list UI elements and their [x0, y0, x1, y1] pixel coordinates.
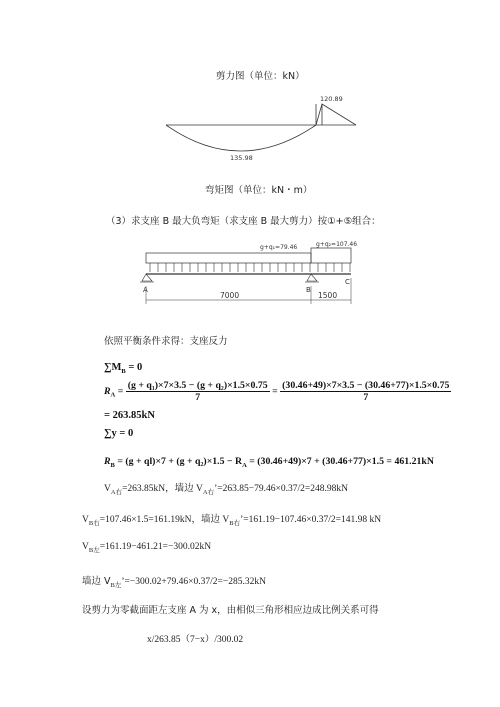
- va-right-line: [104, 480, 348, 496]
- rb-tail: = (30.46+49)×7 + (30.46+77)×1.5 = 461.21kN: [246, 456, 434, 467]
- rb-symbol: R: [104, 456, 111, 467]
- va-subscript-2: A右: [202, 488, 215, 496]
- reaction-a-equation: [104, 380, 451, 403]
- vb-left-symbol: V: [82, 542, 89, 552]
- sum-moment-b-equation: [104, 362, 142, 375]
- va-text-2: ’=263.85−79.46×0.37/2=248.98kN: [214, 484, 348, 494]
- sum-mb-symbol: ∑M: [104, 362, 122, 373]
- rb-rhs-subscript: A: [242, 461, 247, 469]
- ra-result: = 263.85kN: [104, 410, 155, 421]
- support-b-triangle: [307, 274, 317, 281]
- vb-left-line: [82, 542, 211, 554]
- wall-vb-left-subscript: B左: [110, 581, 122, 589]
- shear-peak-label: 120.89: [320, 95, 343, 103]
- vb-right-subscript-2: B右: [229, 519, 241, 527]
- rb-subscript: B: [110, 461, 115, 469]
- va-text: =263.85kN，墙边 V: [122, 484, 203, 494]
- ratio-expression: x/263.85（7−x）/300.02: [147, 635, 244, 645]
- va-symbol: V: [104, 484, 111, 494]
- moment-diagram-title: 弯矩图（单位：kN・m）: [205, 185, 313, 196]
- ra-fraction-symbolic: [126, 380, 270, 403]
- vb-right-line: [82, 511, 381, 527]
- vb-right-text-2: ’=161.19−107.46×0.37/2=141.98 kN: [240, 515, 382, 525]
- va-subscript: A右: [110, 488, 123, 496]
- ra-equals-1: =: [115, 385, 126, 397]
- rb-rhs: = (g + ql)×7 + (g + q₂)×1.5 − R: [114, 456, 243, 467]
- ra-equals-2: =: [272, 385, 281, 397]
- ra-symbol: R: [104, 385, 111, 397]
- load-arrows: [150, 263, 350, 272]
- wall-vb-left-prefix: 墙边 V: [82, 576, 111, 587]
- load-left-label: g+q₁=79.46: [260, 244, 298, 251]
- shear-min-label: 135.98: [230, 154, 253, 162]
- shear-diagram-title: 剪力图（单位：kN）: [216, 71, 305, 82]
- vb-right-text: =107.46×1.5=161.19kN，墙边 V: [99, 515, 230, 525]
- sum-mb-rhs: = 0: [125, 362, 143, 373]
- ra-denominator-numeric: 7: [363, 392, 369, 403]
- support-a-triangle: [142, 274, 152, 281]
- support-b-label: B: [306, 286, 311, 294]
- zero-shear-paragraph: 设剪力为零截面距左支座 A 为 x，由相似三角形相应边成比例关系可得: [82, 605, 379, 616]
- equilibrium-text: 依照平衡条件求得：支座反力: [104, 336, 228, 347]
- vb-left-text: =161.19−461.21=−300.02kN: [99, 542, 212, 552]
- load-right-label: g+q₂=107.46: [316, 241, 358, 248]
- span-ab-label: 7000: [220, 291, 240, 300]
- ra-denominator-symbolic: 7: [195, 392, 201, 403]
- section-heading: （3）求支座 B 最大负弯矩（求支座 B 最大剪力）按①+⑤组合：: [106, 216, 381, 227]
- reaction-b-equation: [104, 456, 434, 469]
- support-c-label: C: [345, 278, 350, 286]
- beam-diagram: [140, 238, 360, 310]
- wall-vb-left-line: [82, 573, 266, 589]
- load-left-box: [146, 253, 311, 263]
- shear-diagram-figure: [160, 92, 370, 164]
- vb-right-subscript: B右: [88, 519, 100, 527]
- support-a-label: A: [143, 286, 148, 294]
- sum-y-equation: ∑y = 0: [104, 428, 134, 439]
- vb-right-symbol: V: [82, 515, 89, 525]
- ra-numerator-numeric: (30.46+49)×7×3.5 − (30.46+77)×1.5×0.75: [282, 380, 450, 391]
- wall-vb-left-text: ’=−300.02+79.46×0.37/2=−285.32kN: [121, 577, 266, 587]
- ra-numerator-symbolic: (g + q₁)×7×3.5 − (g + q₂)×1.5×0.75: [127, 380, 268, 391]
- span-bc-label: 1500: [318, 291, 338, 300]
- load-right-box: [311, 248, 351, 263]
- vb-left-subscript: B左: [88, 546, 100, 554]
- ra-subscript: A: [110, 391, 116, 399]
- ra-fraction-numeric: [280, 380, 451, 403]
- shear-curve-ab: [166, 125, 316, 151]
- sum-mb-subscript: B: [121, 368, 126, 376]
